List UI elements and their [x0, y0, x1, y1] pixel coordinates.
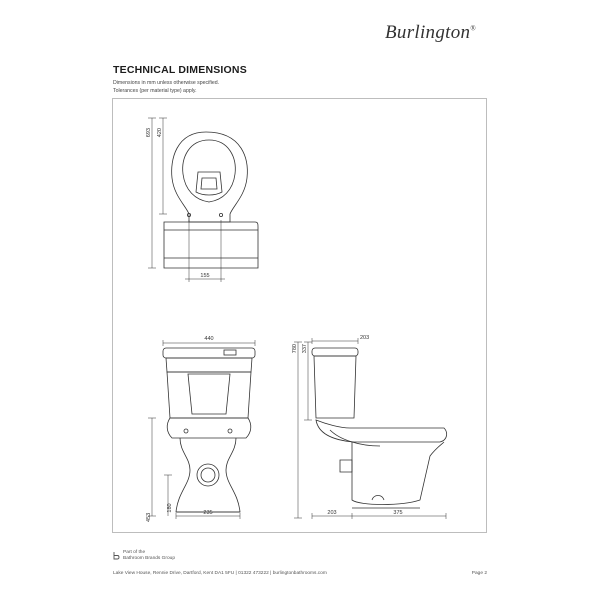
- top-view-dimensions: [148, 118, 225, 282]
- bathroom-brands-group-icon: [113, 551, 120, 560]
- dim-203-bottom-label: 203: [327, 510, 337, 516]
- dim-337-label: 337: [302, 344, 308, 354]
- tolerances-note: Tolerances (per material type) apply.: [113, 88, 197, 94]
- logo-text: Burlington: [385, 22, 471, 43]
- dim-420-label: 420: [157, 128, 163, 138]
- dim-203-top-label: 203: [360, 335, 370, 341]
- dim-235-label: 235: [203, 510, 213, 516]
- dim-155-label: 155: [200, 273, 210, 279]
- footer-address: Lake View House, Rennie Drive, Dartford, Kent DA1 5FU | 01322 473222 | burlingtonbathrooms.com: [113, 571, 327, 576]
- group-line-2: Bathroom Brands Group: [123, 556, 175, 561]
- page-title: TECHNICAL DIMENSIONS: [113, 64, 247, 76]
- front-view-dimensions: [148, 340, 255, 519]
- group-line-1: Part of the: [123, 550, 146, 555]
- front-view: [163, 348, 255, 512]
- dim-780-label: 780: [292, 344, 298, 354]
- dim-440-label: 440: [204, 336, 214, 342]
- side-view-dimensions: [294, 338, 446, 519]
- group-affiliation: [123, 550, 175, 562]
- dim-180-label: 180: [167, 503, 173, 513]
- dimensions-note: Dimensions in mm unless otherwise specified.: [113, 80, 220, 86]
- page-number: Page 2: [471, 571, 487, 576]
- dim-375-label: 375: [393, 510, 403, 516]
- top-view: [164, 132, 258, 268]
- side-view: [312, 348, 447, 508]
- dim-693-label: 693: [146, 128, 152, 138]
- registered-mark: ®: [470, 24, 476, 33]
- dim-453-label: 453: [146, 512, 152, 522]
